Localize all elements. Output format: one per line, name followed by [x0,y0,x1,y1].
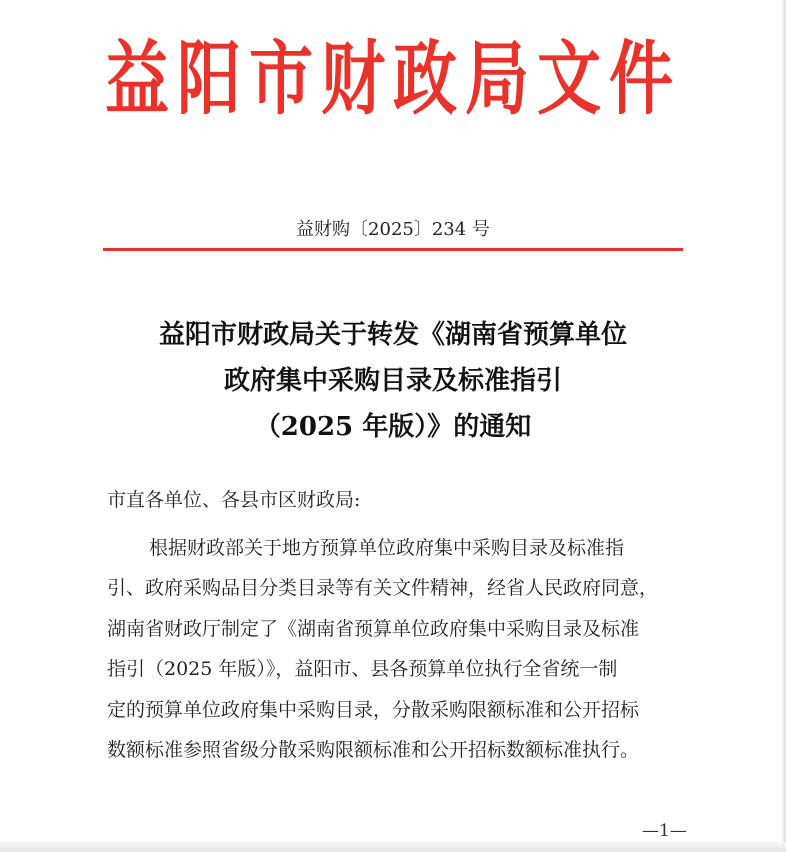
body-paragraph [107,528,692,770]
body-line: 根据财政部关于地方预算单位政府集中采购目录及标准指 [149,537,625,559]
salutation: 市直各单位、各县市区财政局: [107,489,361,511]
document-number: 益财购〔2025〕234 号 [296,219,490,240]
red-divider-line [103,248,683,251]
page-number: —1— [642,821,687,841]
notice-title [0,312,786,450]
body-line: 湖南省财政厅制定了《湖南省预算单位政府集中采购目录及标准 [107,617,640,640]
body-line: 定的预算单位政府集中采购目录，分散采购限额标准和公开招标 [107,698,640,721]
title-line: 政府集中采购目录及标准指引 [223,366,562,396]
body-line: 指引（2025 年版）》，益阳市、县各预算单位执行全省统一制 [107,658,618,681]
title-line: （2025 年版）》的通知 [254,412,532,442]
title-line: 益阳市财政局关于转发《湖南省预算单位 [158,320,627,350]
body-line: 数额标准参照省级分散采购限额标准和公开招标数额标准执行。 [107,739,640,762]
body-line: 引、政府采购品目分类目录等有关文件精神，经省人民政府同意， [107,577,659,600]
scan-bottom-shadow [0,842,786,852]
masthead-title: 益阳市财政局文件 [105,32,681,127]
scan-edge-shadow [782,0,786,852]
